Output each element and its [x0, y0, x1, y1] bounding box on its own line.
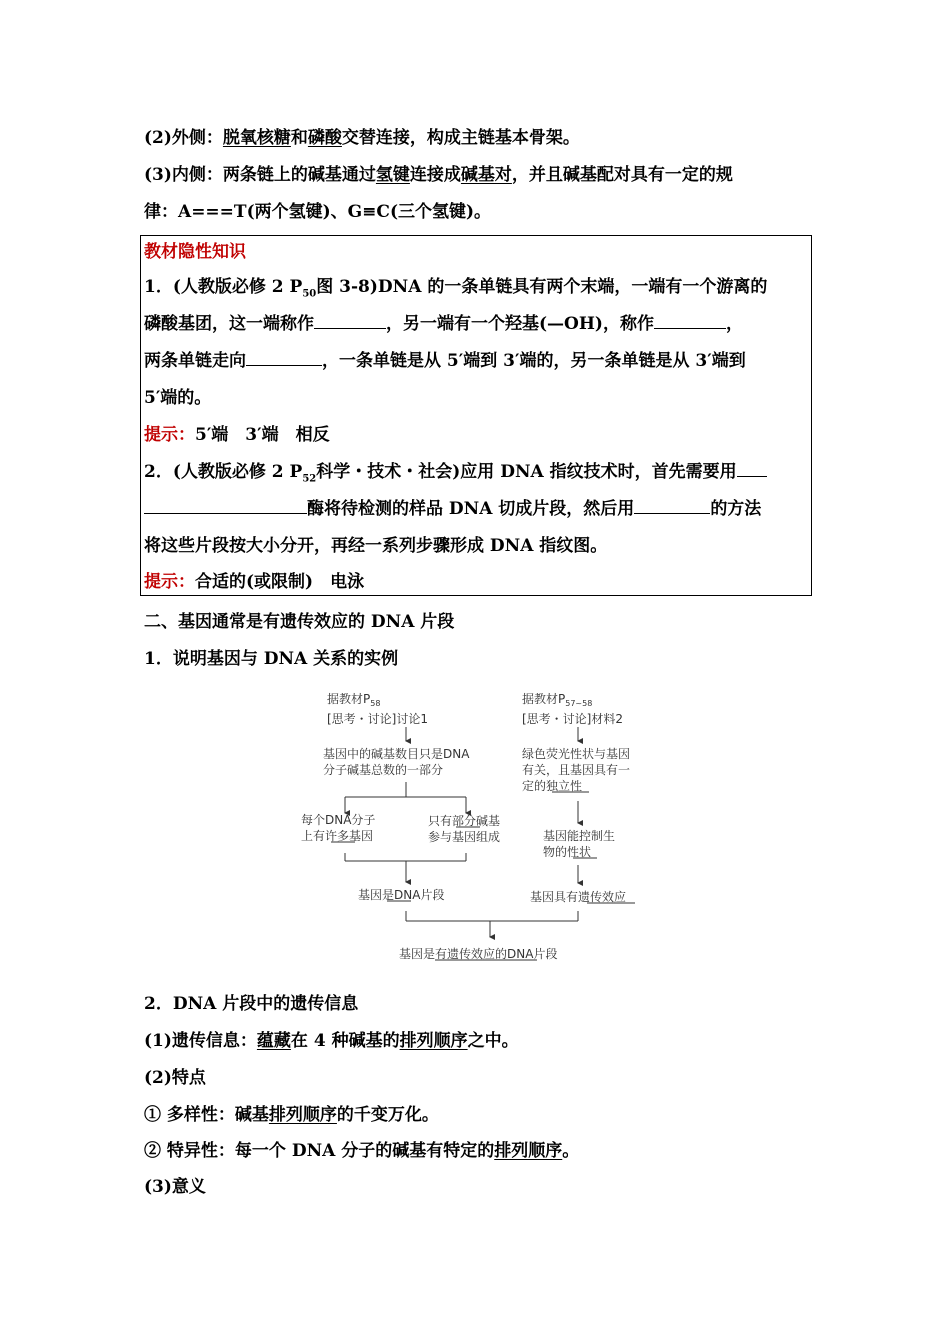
text: 1．(人教版必修 2 P — [144, 277, 303, 297]
answer-blank[interactable] — [737, 462, 767, 477]
hint-1 — [144, 424, 330, 446]
text: 在 4 种碱基的 — [290, 1031, 400, 1051]
left-a-1: 每个DNA分子 — [301, 813, 376, 827]
answer-blank[interactable] — [634, 499, 710, 514]
subheading-2: 2．DNA 片段中的遗传信息 — [144, 994, 359, 1014]
left-source-1: 据教材$P_{58}$ — [327, 692, 381, 708]
text: ， — [725, 314, 743, 334]
right-fact-3: 定的独立性 — [522, 779, 583, 793]
subheading-1: 1．说明基因与 DNA 关系的实例 — [144, 649, 399, 669]
text: (3)内侧：两条链上的碱基通过 — [144, 165, 376, 185]
answer-phosphate: 磷酸 — [307, 128, 342, 148]
text: 的千变万化。 — [336, 1105, 439, 1125]
left-source-2: [思考・讨论]讨论1 — [327, 712, 428, 726]
answer-sequence: 排列顺序 — [494, 1141, 563, 1161]
question-2-line-1 — [144, 461, 767, 490]
answer-blank[interactable] — [144, 499, 307, 514]
answer-sequence: 排列顺序 — [399, 1031, 468, 1051]
text: 图 3-8)DNA 的一条单链具有两个末端，一端有一个游离的 — [316, 277, 768, 297]
conclusion: 基因是有遗传效应的DNA片段 — [399, 947, 558, 961]
left-b-1: 只有部分碱基 — [428, 814, 501, 828]
hint-text: 5′端 3′端 相反 — [195, 425, 330, 445]
genetic-info-line — [144, 1030, 519, 1052]
answer-blank[interactable] — [314, 314, 386, 329]
section-heading: 二、基因通常是有遗传效应的 DNA 片段 — [144, 612, 455, 632]
right-fact-2: 有关，且基因具有一 — [522, 763, 631, 777]
hint-label: 提示： — [144, 572, 195, 592]
box-title: 教材隐性知识 — [144, 242, 246, 262]
text: ① 多样性：碱基 — [144, 1105, 269, 1125]
text: (2)外侧： — [144, 128, 223, 148]
text: 。 — [562, 1141, 580, 1161]
left-b-2: 参与基因组成 — [428, 830, 501, 844]
gene-dna-diagram — [290, 685, 670, 975]
right-result: 基因具有遗传效应 — [530, 890, 627, 904]
outer-side-paragraph — [144, 127, 580, 149]
text: ② 特异性：每一个 DNA 分子的碱基有特定的 — [144, 1141, 495, 1161]
answer-sequence: 排列顺序 — [268, 1105, 337, 1125]
right-source-2: [思考・讨论]材料2 — [522, 712, 623, 726]
question-1-line-1 — [144, 276, 767, 305]
text: ，另一端有一个羟基(—OH)，称作 — [386, 314, 654, 334]
text: 科学・技术・社会)应用 DNA 指纹技术时，首先需要用 — [316, 462, 737, 482]
question-2-line-3: 将这些片段按大小分开，再经一系列步骤形成 DNA 指纹图。 — [144, 536, 608, 556]
text: 的方法 — [710, 499, 762, 519]
left-fact-2: 分子碱基总数的一部分 — [323, 763, 444, 777]
text: 磷酸基团，这一端称作 — [144, 314, 314, 334]
left-a-2: 上有许多基因 — [301, 829, 374, 843]
specificity-line — [144, 1140, 579, 1162]
answer-base-pair: 碱基对 — [460, 165, 512, 185]
text: 酶将待检测的样品 DNA 切成片段，然后用 — [307, 499, 635, 519]
text: 之中。 — [467, 1031, 519, 1051]
right-source-1: 据教材$P_{57\sim 58}$ — [522, 692, 593, 708]
meaning-heading: (3)意义 — [144, 1177, 206, 1197]
answer-blank[interactable] — [246, 351, 322, 366]
question-1-line-3 — [144, 350, 746, 372]
question-2-line-2 — [144, 498, 761, 520]
answer-blank[interactable] — [654, 314, 726, 329]
left-fact-1: 基因中的碱基数目只是DNA — [323, 747, 470, 761]
question-1-line-4: 5′端的。 — [144, 388, 212, 408]
features-heading: (2)特点 — [144, 1068, 206, 1088]
hint-label: 提示： — [144, 425, 195, 445]
text: ，并且碱基配对具有一定的规 — [511, 165, 733, 185]
text: ，一条单链是从 5′端到 3′端的，另一条单链是从 3′端到 — [322, 351, 746, 371]
base-pairing-rule: 律：A===T(两个氢键)、G≡C(三个氢键)。 — [144, 202, 492, 222]
answer-deoxyribose: 脱氧核糖 — [222, 128, 291, 148]
text: 交替连接，构成主链基本骨架。 — [341, 128, 580, 148]
text: 和 — [290, 128, 308, 148]
text: 连接成 — [409, 165, 461, 185]
hint-2 — [144, 571, 364, 593]
hint-text: 合适的(或限制) 电泳 — [195, 572, 365, 592]
right-fact-1: 绿色荧光性状与基因 — [522, 747, 631, 761]
text: 两条单链走向 — [144, 351, 246, 371]
answer-hydrogen-bond: 氢键 — [375, 165, 410, 185]
question-1-line-2 — [144, 313, 743, 335]
diversity-line — [144, 1104, 439, 1126]
page-subscript: 50 — [302, 288, 317, 300]
text: (1)遗传信息： — [144, 1031, 257, 1051]
inner-side-paragraph — [144, 164, 733, 186]
right-n-1: 基因能控制生 — [543, 829, 616, 843]
right-n-2: 物的性状 — [543, 845, 592, 859]
page-subscript: 52 — [302, 473, 317, 485]
left-result: 基因是DNA片段 — [358, 888, 445, 902]
text: 2．(人教版必修 2 P — [144, 462, 303, 482]
answer-stored: 蕴藏 — [256, 1031, 291, 1051]
